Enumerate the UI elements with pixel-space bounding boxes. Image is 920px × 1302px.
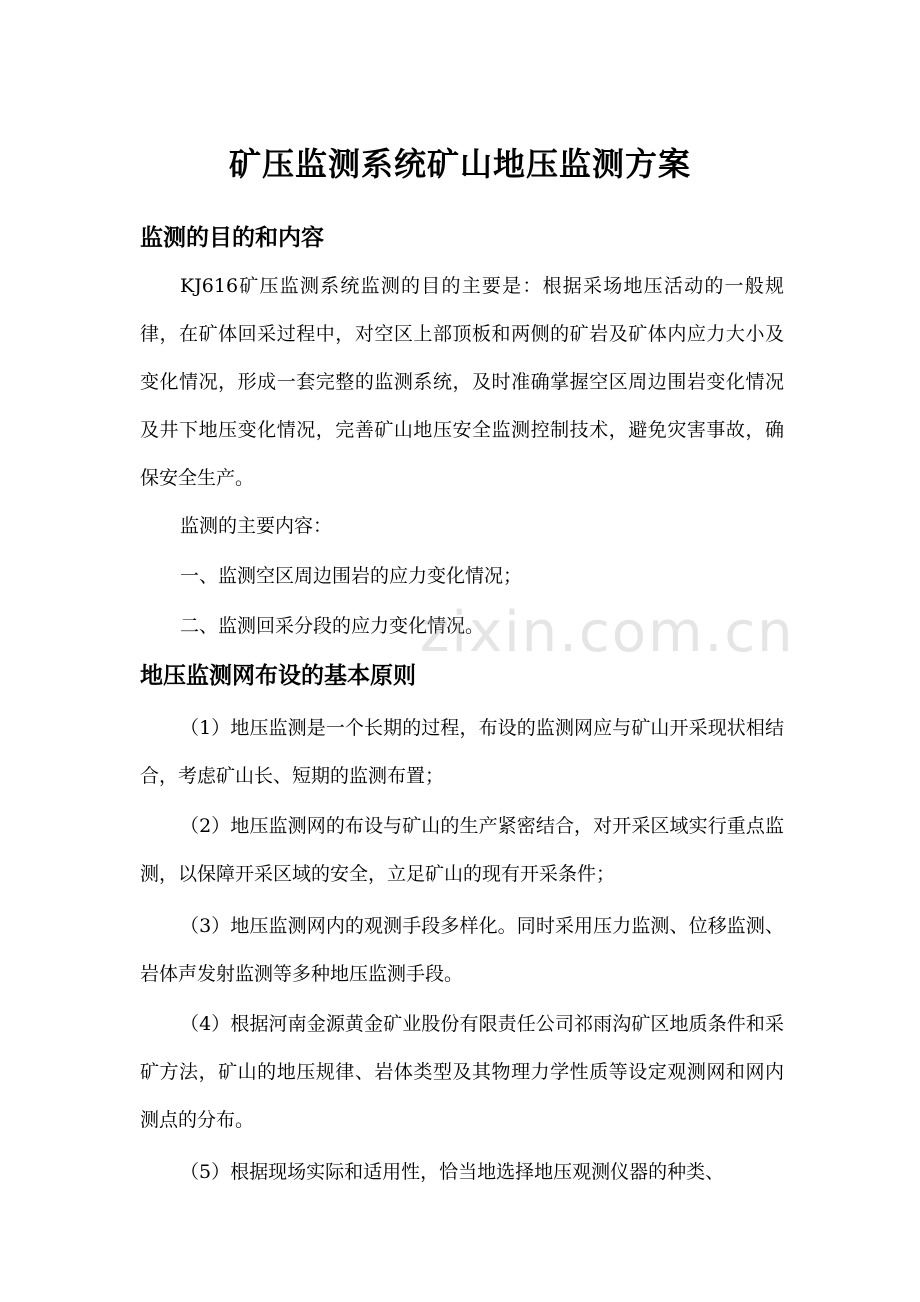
principle-4: （4）根据河南金源黄金矿业股份有限责任公司祁雨沟矿区地质条件和采矿方法，矿山的地压规律、岩体类型及其物理力学性质等设定观测网和网内测点的分布。 xyxy=(140,1013,784,1131)
principle-5: （5）根据现场实际和适用性，恰当地选择地压观测仪器的种类、 xyxy=(180,1161,725,1183)
paragraph-item-1: 一、监测空区周边围岩的应力变化情况； xyxy=(180,565,523,587)
section-heading-principles: 地压监测网布设的基本原则 xyxy=(140,662,416,689)
watermark-text: zixin.com.cn xyxy=(420,600,795,665)
paragraph-item-2: 二、监测回采分段的应力变化情况。 xyxy=(180,615,485,637)
principle-3: （3）地压监测网内的观测手段多样化。同时采用压力监测、位移监测、岩体声发射监测等多种地压监测手段。 xyxy=(140,915,784,985)
paragraph-content-intro: 监测的主要内容： xyxy=(180,515,333,537)
principle-2: （2）地压监测网的布设与矿山的生产紧密结合，对开采区域实行重点监测，以保障开采区域的安全，立足矿山的现有开采条件； xyxy=(140,815,784,885)
principle-1: （1）地压监测是一个长期的过程，布设的监测网应与矿山开采现状相结合，考虑矿山长、短期的监测布置； xyxy=(140,717,784,787)
paragraph-purpose: KJ616矿压监测系统监测的目的主要是：根据采场地压活动的一般规律，在矿体回采过程中，对空区上部顶板和两侧的矿岩及矿体内应力大小及变化情况，形成一套完整的监测系统，及时准确掌握空区周边围岩变化情况及井下地压变化情况，完善矿山地压安全监测控制技术，避免灾害事故，确保安全生产。 xyxy=(140,275,784,489)
section-heading-purpose: 监测的目的和内容 xyxy=(140,224,324,251)
document-title: 矿压监测系统矿山地压监测方案 xyxy=(228,145,691,183)
